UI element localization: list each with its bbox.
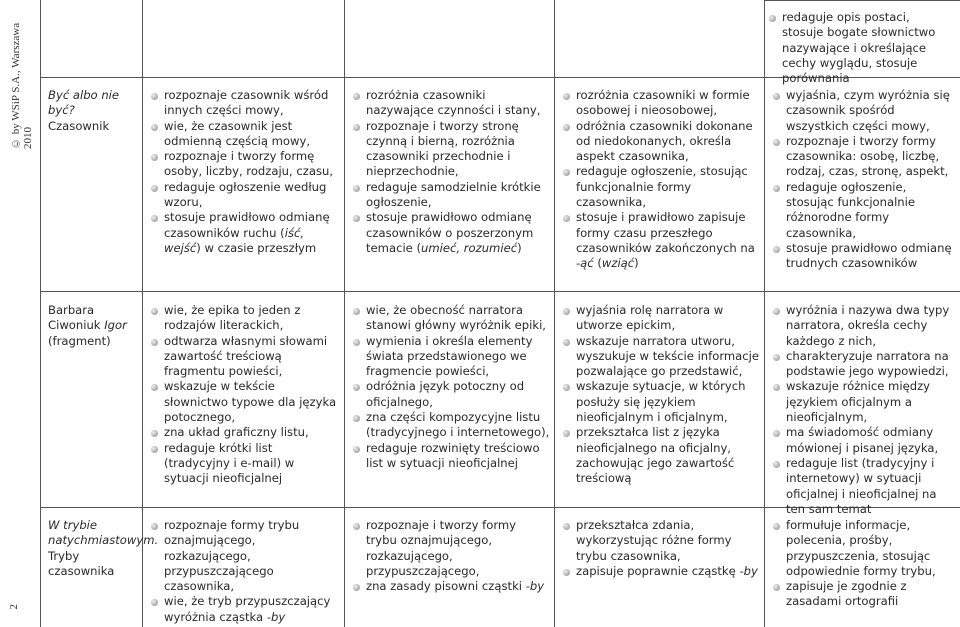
- list-item: rozpoznaje i tworzy formę osoby, liczby, rodzaju, czasu,: [150, 149, 340, 180]
- list-item: wskazuje w tekście słownictwo typowe dla języka potocznego,: [150, 379, 340, 425]
- list-item: wymienia i określa elementy świata przedstawionego we fragmencie powieści,: [352, 334, 550, 380]
- row-divider: [40, 291, 960, 292]
- list-item: redaguje rozwinięty treściowo list w sytuacji nieoficjalnej: [352, 441, 550, 472]
- list-item: redaguje list (tradycyjny i internetowy) w sytuacji oficjalnej i nieoficjalnej na ten sam temat: [772, 456, 956, 517]
- column-divider: [554, 0, 555, 627]
- list-item: redaguje ogłoszenie, stosując funkcjonalnie formy czasownika,: [562, 164, 760, 210]
- list-item: rozpoznaje formy trybu oznajmującego, rozkazującego, przypuszczającego czasownika,: [150, 518, 340, 594]
- list-item: rozróżnia czasowniki w formie osobowej i nieosobowej,: [562, 88, 760, 119]
- page-number: 2: [8, 604, 20, 610]
- list-item: przekształca zdania, wykorzystując różne formy trybu czasownika,: [562, 518, 760, 564]
- row2-col3: [562, 303, 760, 487]
- list-item: charakteryzuje narratora na podstawie jego wypowiedzi,: [772, 349, 956, 380]
- list-item: redaguje samodzielnie krótkie ogłoszenie,: [352, 180, 550, 211]
- copyright-note: © by WSiP S.A., Warszawa 2010: [10, 22, 34, 149]
- list-item: wskazuje narratora utworu, wyszukuje w tekście informacje pozwalające go przedstawić,: [562, 334, 760, 380]
- list-item: odróżnia język potoczny od oficjalnego,: [352, 379, 550, 410]
- list-item: stosuje prawidłowo odmianę czasowników o poszerzonym temacie (umieć, rozumieć): [352, 210, 550, 256]
- list-item: rozpoznaje i tworzy stronę czynną i bierną, rozróżnia czasowniki przechodnie i nieprzechodnie,: [352, 119, 550, 180]
- list-item: ma świadomość odmiany mówionej i pisanej języka,: [772, 425, 956, 456]
- row2-col4: [772, 303, 956, 517]
- list-item: wie, że epika to jeden z rodzajów literackich,: [150, 303, 340, 334]
- list-item: redaguje krótki list (tradycyjny i e-mail) w sytuacji nieoficjalnej: [150, 441, 340, 487]
- list-item: zna zasady pisowni cząstki -by: [352, 579, 550, 594]
- list-item: redaguje opis postaci, stosuje bogate słownictwo nazywające i określające cechy wyglądu, stosuje porównania: [768, 10, 954, 86]
- list-item: redaguje ogłoszenie, stosując funkcjonalnie różnorodne formy czasownika,: [772, 180, 956, 241]
- list-item: rozróżnia czasowniki nazywające czynności i stany,: [352, 88, 550, 119]
- row1-col2: [352, 88, 550, 256]
- list-item: wskazuje różnice między językiem oficjalnym a nieoficjalnym,: [772, 379, 956, 425]
- list-item: stosuje i prawidłowo zapisuje formy czasu przeszłego czasowników zakończonych na -ąć (wziąć): [562, 210, 760, 271]
- list-item: wie, że czasownik jest odmienną częścią mowy,: [150, 119, 340, 150]
- row1-col1: [150, 88, 340, 256]
- top-cell-col5: [768, 10, 954, 86]
- list-item: stosuje prawidłowo odmianę trudnych czasowników: [772, 241, 956, 272]
- row-label: Być albo nie być? Czasownik: [48, 88, 120, 133]
- row2-col2: [352, 303, 550, 471]
- list-item: zapisuje je zgodnie z zasadami ortografii: [772, 579, 956, 610]
- row1-col3: [562, 88, 760, 272]
- list-item: wie, że obecność narratora stanowi główny wyróżnik epiki,: [352, 303, 550, 334]
- row3-col3: [562, 518, 760, 579]
- list-item: zna części kompozycyjne listu (tradycyjnego i internetowego),: [352, 410, 550, 441]
- row3-col4: [772, 518, 956, 610]
- row1-col4: [772, 88, 956, 272]
- list-item: rozpoznaje i tworzy formy trybu oznajmującego, rozkazującego, przypuszczającego,: [352, 518, 550, 579]
- row3-col1: [150, 518, 340, 625]
- list-item: zna układ graficzny listu,: [150, 425, 340, 440]
- list-item: redaguje ogłoszenie według wzoru,: [150, 180, 340, 211]
- list-item: stosuje prawidłowo odmianę czasowników ruchu (iść, wejść) w czasie przeszłym: [150, 210, 340, 256]
- list-item: wyjaśnia, czym wyróżnia się czasownik spośród wszystkich części mowy,: [772, 88, 956, 134]
- list-item: wyróżnia i nazywa dwa typy narratora, określa cechy każdego z nich,: [772, 303, 956, 349]
- column-divider: [40, 0, 41, 627]
- list-item: formułuje informacje, polecenia, prośby, przypuszczenia, stosując odpowiednie formy trybu,: [772, 518, 956, 579]
- column-divider: [344, 0, 345, 627]
- column-divider: [764, 0, 765, 627]
- list-item: przekształca list z języka nieoficjalnego na oficjalny, zachowując jego zawartość treściową: [562, 425, 760, 486]
- row3-col2: [352, 518, 550, 594]
- list-item: wskazuje sytuacje, w których posłuży się językiem nieoficjalnym i oficjalnym,: [562, 379, 760, 425]
- table-border-top-right: [764, 0, 960, 1]
- list-item: zapisuje poprawnie cząstkę -by: [562, 564, 760, 579]
- list-item: rozpoznaje czasownik wśród innych części mowy,: [150, 88, 340, 119]
- row-label: Barbara Ciwoniuk Igor (fragment): [48, 303, 127, 348]
- row2-col1: [150, 303, 340, 487]
- list-item: odtwarza własnymi słowami zawartość treściową fragmentu powieści,: [150, 334, 340, 380]
- list-item: wie, że tryb przypuszczający wyróżnia cząstka -by: [150, 594, 340, 625]
- list-item: rozpoznaje i tworzy formy czasownika: osobę, liczbę, rodzaj, czas, stronę, aspekt,: [772, 134, 956, 180]
- list-item: wyjaśnia rolę narratora w utworze epickim,: [562, 303, 760, 334]
- row-label: W trybie natychmiastowym. Tryby czasownika: [48, 518, 159, 578]
- list-item: odróżnia czasowniki dokonane od niedokonanych, określa aspekt czasownika,: [562, 119, 760, 165]
